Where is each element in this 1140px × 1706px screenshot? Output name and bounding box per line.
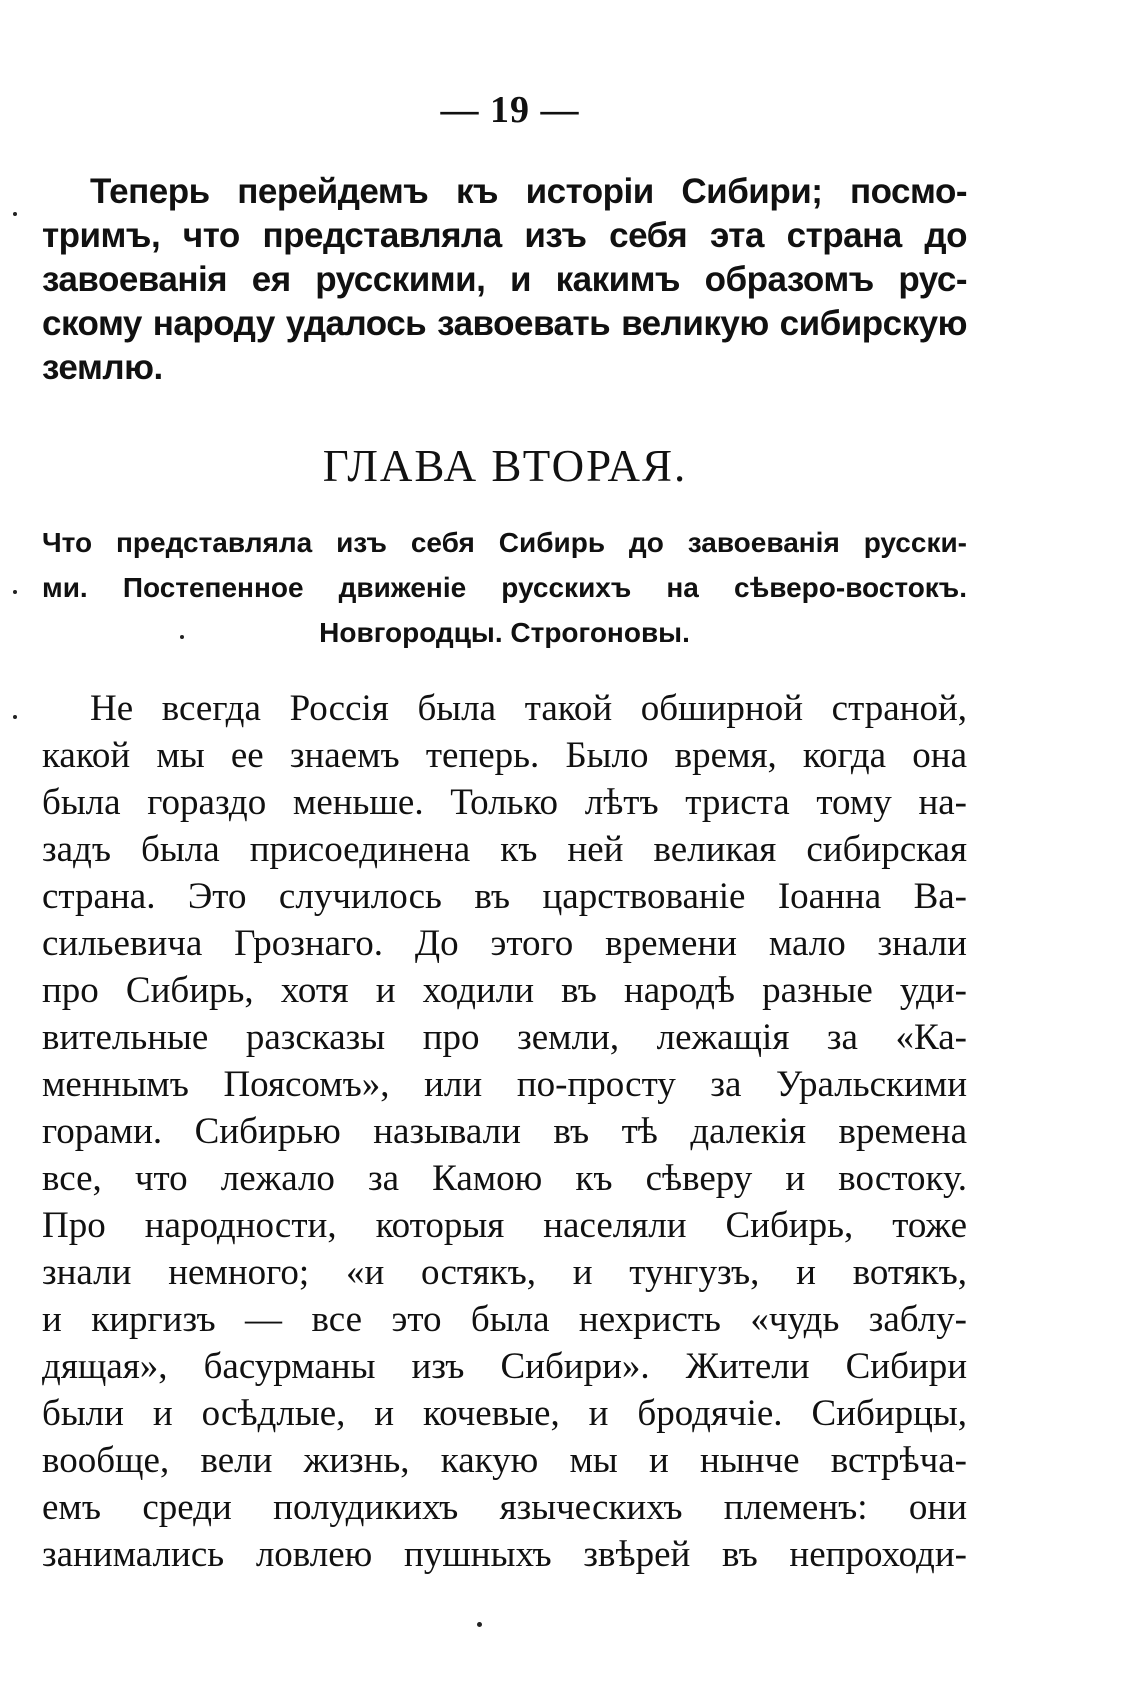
text-line: задъ была присоединена къ ней великая сибирская [42, 829, 967, 870]
summary-line: Новгородцы. Строгоновы. [319, 617, 690, 648]
print-speck [13, 590, 17, 594]
text-line: про Сибирь, хотя и ходили въ народѣ разные уди- [42, 970, 967, 1011]
text-line: емъ среди полудикихъ языческихъ племенъ: они [42, 1487, 967, 1528]
print-speck [13, 715, 17, 719]
intro-paragraph [42, 170, 967, 390]
text-line: горами. Сибирью называли въ тѣ далекія времена [42, 1111, 967, 1152]
text-line: вительные разсказы про земли, лежащія за «Ка- [42, 1017, 967, 1058]
print-speck [180, 635, 184, 639]
print-speck [13, 212, 17, 216]
summary-line: ми. Постепенное движеніе русскихъ на сѣверо-востокъ. [42, 572, 967, 603]
text-line: землю. [42, 348, 163, 387]
text-line: Не всегда Россія была такой обширной страной, [90, 688, 967, 729]
text-line: была гораздо меньше. Только лѣтъ триста тому на- [42, 782, 967, 823]
text-line: завоеванія ея русскими, и какимъ образомъ рус- [42, 260, 967, 299]
body-paragraph [42, 685, 967, 1578]
text-line: Теперь перейдемъ къ исторіи Сибири; посмо- [90, 172, 967, 211]
summary-line: Что представляла изъ себя Сибирь до завоеванія русски- [42, 527, 967, 558]
text-line: сильевича Грознаго. До этого времени мало знали [42, 923, 967, 964]
text-line: и киргизъ — все это была нехристь «чудь заблу- [42, 1299, 967, 1340]
print-speck [477, 1622, 482, 1627]
text-line: вообще, вели жизнь, какую мы и нынче встрѣча- [42, 1440, 967, 1481]
text-line: знали немного; «и остякъ, и тунгузъ, и вотякъ, [42, 1252, 967, 1293]
text-line: дящая», басурманы изъ Сибири». Жители Сибири [42, 1346, 967, 1387]
chapter-title: ГЛАВА ВТОРАЯ. [322, 441, 688, 491]
text-line: какой мы ее знаемъ теперь. Было время, когда она [42, 735, 967, 776]
text-line: тримъ, что представляла изъ себя эта страна до [42, 216, 967, 255]
text-line: Про народности, которыя населяли Сибирь, тоже [42, 1205, 967, 1246]
text-line: были и осѣдлые, и кочевые, и бродячіе. Сибирцы, [42, 1393, 967, 1434]
text-line: все, что лежало за Камою къ сѣверу и востоку. [42, 1158, 967, 1199]
text-line: занимались ловлею пушныхъ звѣрей въ непроходи- [42, 1534, 967, 1575]
page-number: — 19 — [440, 89, 580, 131]
text-line: страна. Это случилось въ царствованіе Іоанна Ва- [42, 876, 967, 917]
text-line: скому народу удалось завоевать великую сибирскую [42, 304, 967, 343]
text-line: меннымъ Поясомъ», или по-просту за Уральскими [42, 1064, 967, 1105]
